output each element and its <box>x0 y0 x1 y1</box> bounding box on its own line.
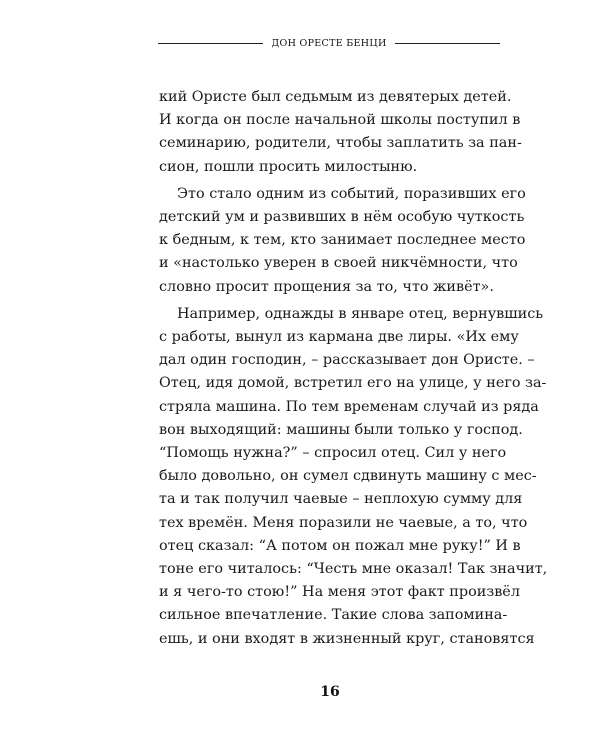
text-line: Например, однажды в январе отец, вернувшись <box>177 305 544 322</box>
running-head-left-rule <box>158 43 263 44</box>
text-line: тех времён. Меня поразили не чаевые, а то, что <box>159 514 528 531</box>
text-line: семинарию, родители, чтобы заплатить за пан- <box>159 135 522 152</box>
body-text <box>159 86 548 651</box>
text-line: тоне его читалось: “Честь мне оказал! Так значит, <box>159 561 548 578</box>
text-line: Это стало одним из событий, поразивших его <box>177 185 526 202</box>
text-line: отец сказал: “А потом он пожал мне руку!” И в <box>159 537 521 554</box>
text-line: к бедным, к тем, кто занимает последнее место <box>159 232 526 249</box>
text-line: дал один господин, – рассказывает дон Ористе. – <box>159 352 535 369</box>
text-line: “Помощь нужна?” – спросил отец. Сил у него <box>159 445 507 462</box>
text-line: детский ум и развивших в нём особую чуткость <box>159 209 525 226</box>
text-line: стряла машина. По тем временам случай из ряда <box>159 398 539 415</box>
text-line: и я чего-то стою!” На меня этот факт произвёл <box>159 584 520 601</box>
text-line: сион, пошли просить милостыню. <box>159 158 418 175</box>
paragraph-3 <box>159 303 548 651</box>
text-line: сильное впечатление. Такие слова запомина- <box>159 607 508 624</box>
text-line: та и так получил чаевые – неплохую сумму для <box>159 491 523 508</box>
paragraph-1 <box>159 86 522 179</box>
paragraph-2 <box>159 183 526 299</box>
text-line: вон выходящий: машины были только у господ. <box>159 421 523 438</box>
text-line: ешь, и они входят в жизненный круг, становятся <box>159 630 535 647</box>
text-line: Отец, идя домой, встретил его на улице, у него за- <box>159 375 547 392</box>
running-head <box>158 35 500 51</box>
text-line: и «настолько уверен в своей никчёмности, что <box>159 255 518 272</box>
text-line: И когда он после начальной школы поступил в <box>159 112 521 129</box>
running-head-title: ДОН ОРЕСТЕ БЕНЦИ <box>271 37 387 49</box>
running-head-right-rule <box>395 43 500 44</box>
text-line: словно просит прощения за то, что живёт». <box>159 278 494 295</box>
text-line: кий Ористе был седьмым из девятерых детей. <box>159 89 512 105</box>
text-line: с работы, вынул из кармана две лиры. «Их ему <box>159 329 519 346</box>
page-number: 16 <box>320 684 340 700</box>
text-line: было довольно, он сумел сдвинуть машину с мес- <box>159 468 537 485</box>
